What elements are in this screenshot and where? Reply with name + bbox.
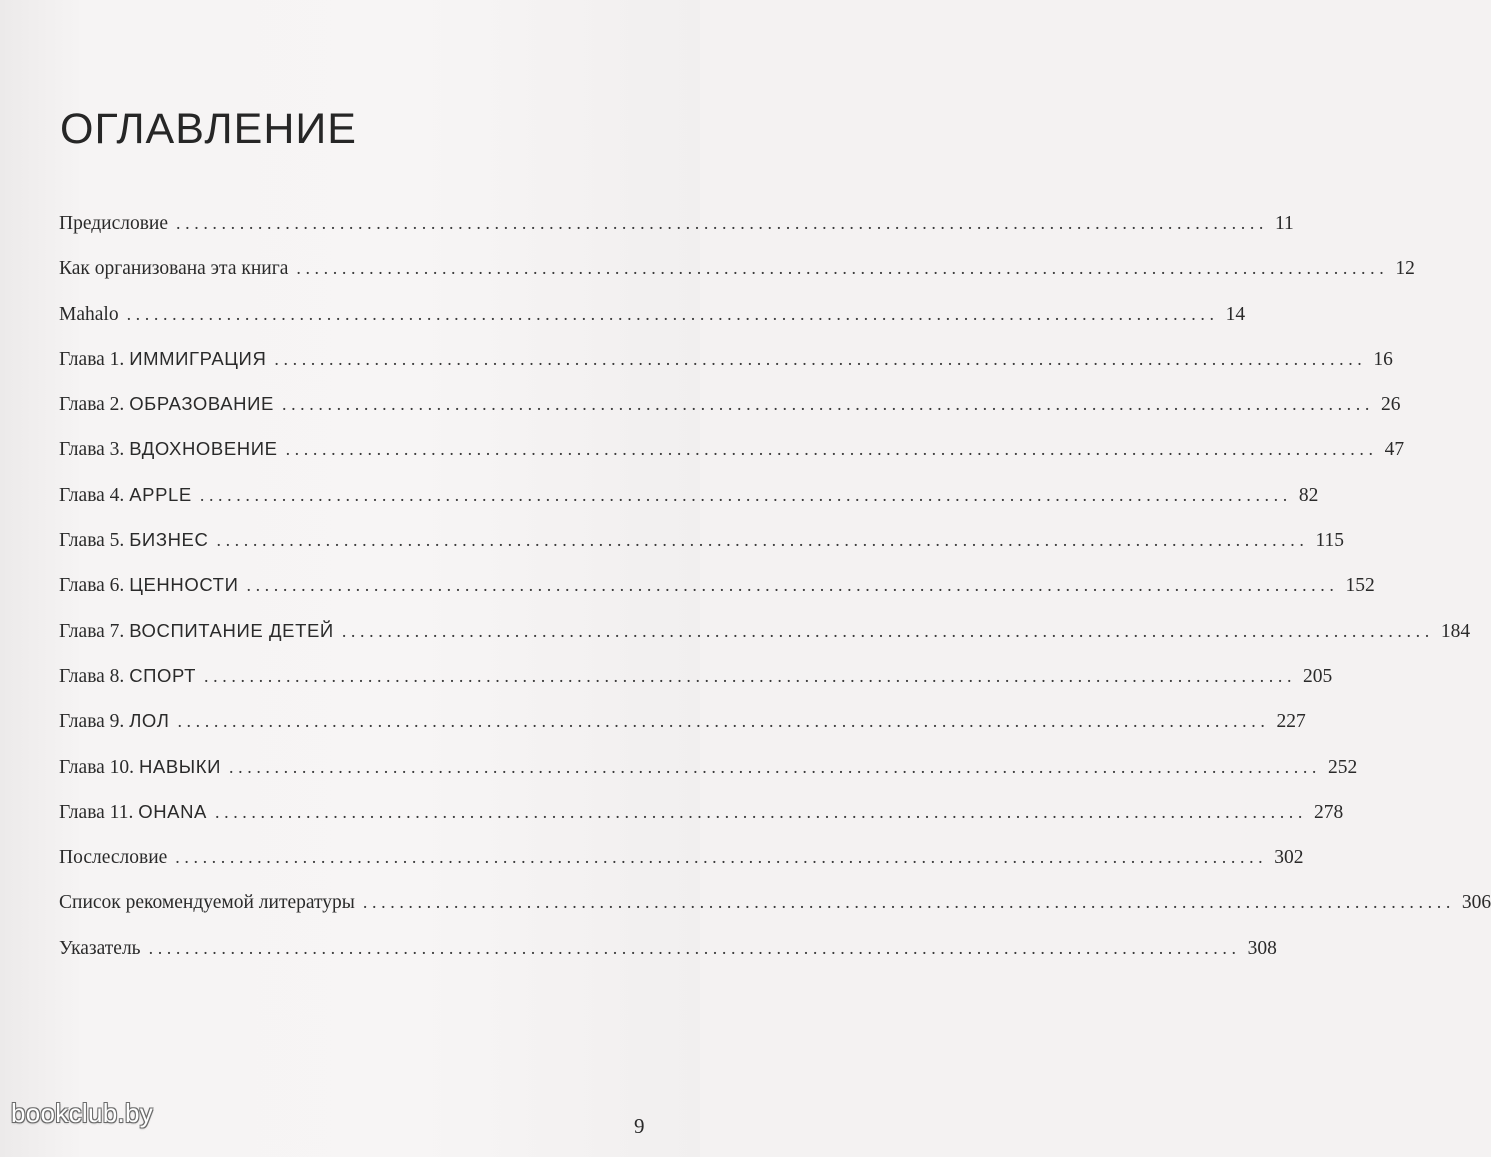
entry-chapter-name: ОБРАЗОВАНИЕ bbox=[129, 393, 274, 415]
entry-page-number: 11 bbox=[1275, 213, 1294, 234]
entry-page-number: 26 bbox=[1380, 394, 1401, 416]
entry-page-number: 152 bbox=[1345, 575, 1375, 597]
entry-prefix: Предисловие bbox=[59, 213, 169, 234]
entry-prefix: Глава 7. bbox=[59, 620, 130, 642]
entry-chapter-name: ВОСПИТАНИЕ ДЕТЕЙ bbox=[129, 619, 334, 641]
entry-label bbox=[59, 616, 334, 647]
toc-entry bbox=[59, 616, 1471, 661]
entry-chapter-name: СПОРТ bbox=[129, 664, 197, 686]
entry-label bbox=[59, 797, 207, 828]
entry-prefix: Mahalo bbox=[59, 303, 119, 325]
entry-chapter-name: ЛОЛ bbox=[129, 710, 170, 732]
entry-page-number: 278 bbox=[1314, 801, 1344, 823]
entry-chapter-name: ЦЕННОСТИ bbox=[129, 574, 239, 596]
entry-page-number: 14 bbox=[1225, 303, 1246, 325]
entry-prefix: Послесловие bbox=[59, 847, 168, 869]
dot-leader: ........................................................................................................................ bbox=[216, 530, 1309, 551]
entry-label bbox=[59, 570, 238, 601]
entry-page-number: 16 bbox=[1373, 348, 1393, 370]
entry-label bbox=[59, 842, 167, 873]
entry-page-number: 82 bbox=[1298, 484, 1319, 506]
entry-page-number: 308 bbox=[1247, 937, 1277, 959]
toc-entry bbox=[59, 299, 1246, 344]
entry-chapter-name: БИЗНЕС bbox=[129, 529, 209, 551]
entry-label bbox=[59, 389, 274, 420]
entry-page-number: 12 bbox=[1395, 258, 1415, 280]
dot-leader: ........................................................................................................................ bbox=[204, 665, 1297, 686]
toc-entry bbox=[59, 434, 1405, 479]
dot-leader: ........................................................................................................................ bbox=[362, 892, 1455, 913]
dot-leader: ........................................................................................................................ bbox=[126, 303, 1219, 324]
entry-prefix: Глава 10. bbox=[59, 756, 139, 778]
dot-leader: ........................................................................................................................ bbox=[177, 711, 1270, 732]
entry-label bbox=[59, 887, 355, 918]
entry-prefix: Список рекомендуемой литературы bbox=[59, 892, 355, 914]
toc-entry bbox=[59, 706, 1306, 751]
entry-chapter-name: ИММИГРАЦИЯ bbox=[129, 347, 267, 369]
entry-page-number: 184 bbox=[1440, 620, 1471, 642]
page-title: ОГЛАВЛЕНИЕ bbox=[60, 105, 357, 153]
entry-label bbox=[59, 661, 196, 692]
entry-label bbox=[59, 480, 192, 511]
dot-leader: ........................................................................................................................ bbox=[199, 484, 1292, 505]
entry-prefix: Глава 2. bbox=[59, 394, 130, 416]
toc-entry bbox=[59, 389, 1401, 434]
entry-label bbox=[59, 344, 266, 375]
entry-prefix: Глава 11. bbox=[59, 801, 139, 823]
entry-label bbox=[59, 525, 208, 556]
entry-label bbox=[59, 434, 278, 465]
entry-prefix: Указатель bbox=[59, 937, 141, 959]
entry-page-number: 227 bbox=[1276, 711, 1306, 733]
toc-entry bbox=[59, 570, 1375, 615]
entry-label bbox=[59, 706, 169, 737]
entry-prefix: Как организована эта книга bbox=[59, 258, 289, 280]
entry-prefix: Глава 9. bbox=[59, 711, 130, 733]
dot-leader: ........................................................................................................................ bbox=[285, 439, 1378, 460]
dot-leader: ........................................................................................................................ bbox=[246, 575, 1339, 596]
entry-page-number: 115 bbox=[1315, 530, 1344, 552]
toc-entry bbox=[59, 525, 1344, 570]
entry-page-number: 302 bbox=[1274, 847, 1304, 869]
entry-prefix: Глава 8. bbox=[59, 665, 130, 687]
entry-chapter-name: OHANA bbox=[138, 800, 207, 822]
toc-entry bbox=[59, 208, 1294, 253]
dot-leader: ........................................................................................................................ bbox=[341, 620, 1434, 641]
dot-leader: ........................................................................................................................ bbox=[175, 847, 1268, 868]
entry-label bbox=[59, 752, 221, 783]
dot-leader: ........................................................................................................................ bbox=[296, 258, 1389, 279]
entry-chapter-name: APPLE bbox=[129, 483, 192, 505]
site-watermark: bookclub.by bbox=[11, 1098, 154, 1128]
entry-page-number: 252 bbox=[1328, 756, 1358, 778]
toc-entry bbox=[59, 887, 1491, 932]
dot-leader: ........................................................................................................................ bbox=[229, 756, 1322, 777]
entry-prefix: Глава 4. bbox=[59, 484, 130, 506]
entry-prefix: Глава 6. bbox=[59, 575, 130, 597]
toc-entry bbox=[59, 842, 1304, 887]
entry-label bbox=[59, 299, 119, 330]
entry-page-number: 47 bbox=[1384, 439, 1405, 461]
dot-leader: ........................................................................................................................ bbox=[281, 394, 1374, 415]
toc-entry bbox=[59, 933, 1277, 978]
toc-entry bbox=[59, 752, 1358, 797]
entry-prefix: Глава 3. bbox=[59, 439, 130, 461]
page-number: 9 bbox=[634, 1114, 645, 1138]
entry-chapter-name: НАВЫКИ bbox=[138, 755, 222, 777]
entry-page-number: 306 bbox=[1461, 892, 1491, 914]
entry-page-number: 205 bbox=[1303, 665, 1333, 687]
entry-prefix: Глава 5. bbox=[59, 530, 130, 552]
entry-prefix: Глава 1. bbox=[59, 348, 130, 370]
entry-chapter-name: ВДОХНОВЕНИЕ bbox=[129, 438, 278, 460]
toc-entry bbox=[59, 253, 1415, 298]
dot-leader: ........................................................................................................................ bbox=[176, 213, 1269, 233]
dot-leader: ........................................................................................................................ bbox=[274, 348, 1367, 369]
entry-label bbox=[59, 933, 141, 964]
toc-entry bbox=[59, 661, 1333, 706]
dot-leader: ........................................................................................................................ bbox=[148, 937, 1241, 958]
entry-label bbox=[59, 208, 168, 239]
toc-entry bbox=[59, 344, 1393, 389]
dot-leader: ........................................................................................................................ bbox=[215, 801, 1307, 822]
table-of-contents bbox=[59, 208, 1491, 978]
toc-entry bbox=[59, 480, 1319, 525]
toc-entry bbox=[59, 797, 1344, 842]
entry-label bbox=[59, 253, 288, 284]
